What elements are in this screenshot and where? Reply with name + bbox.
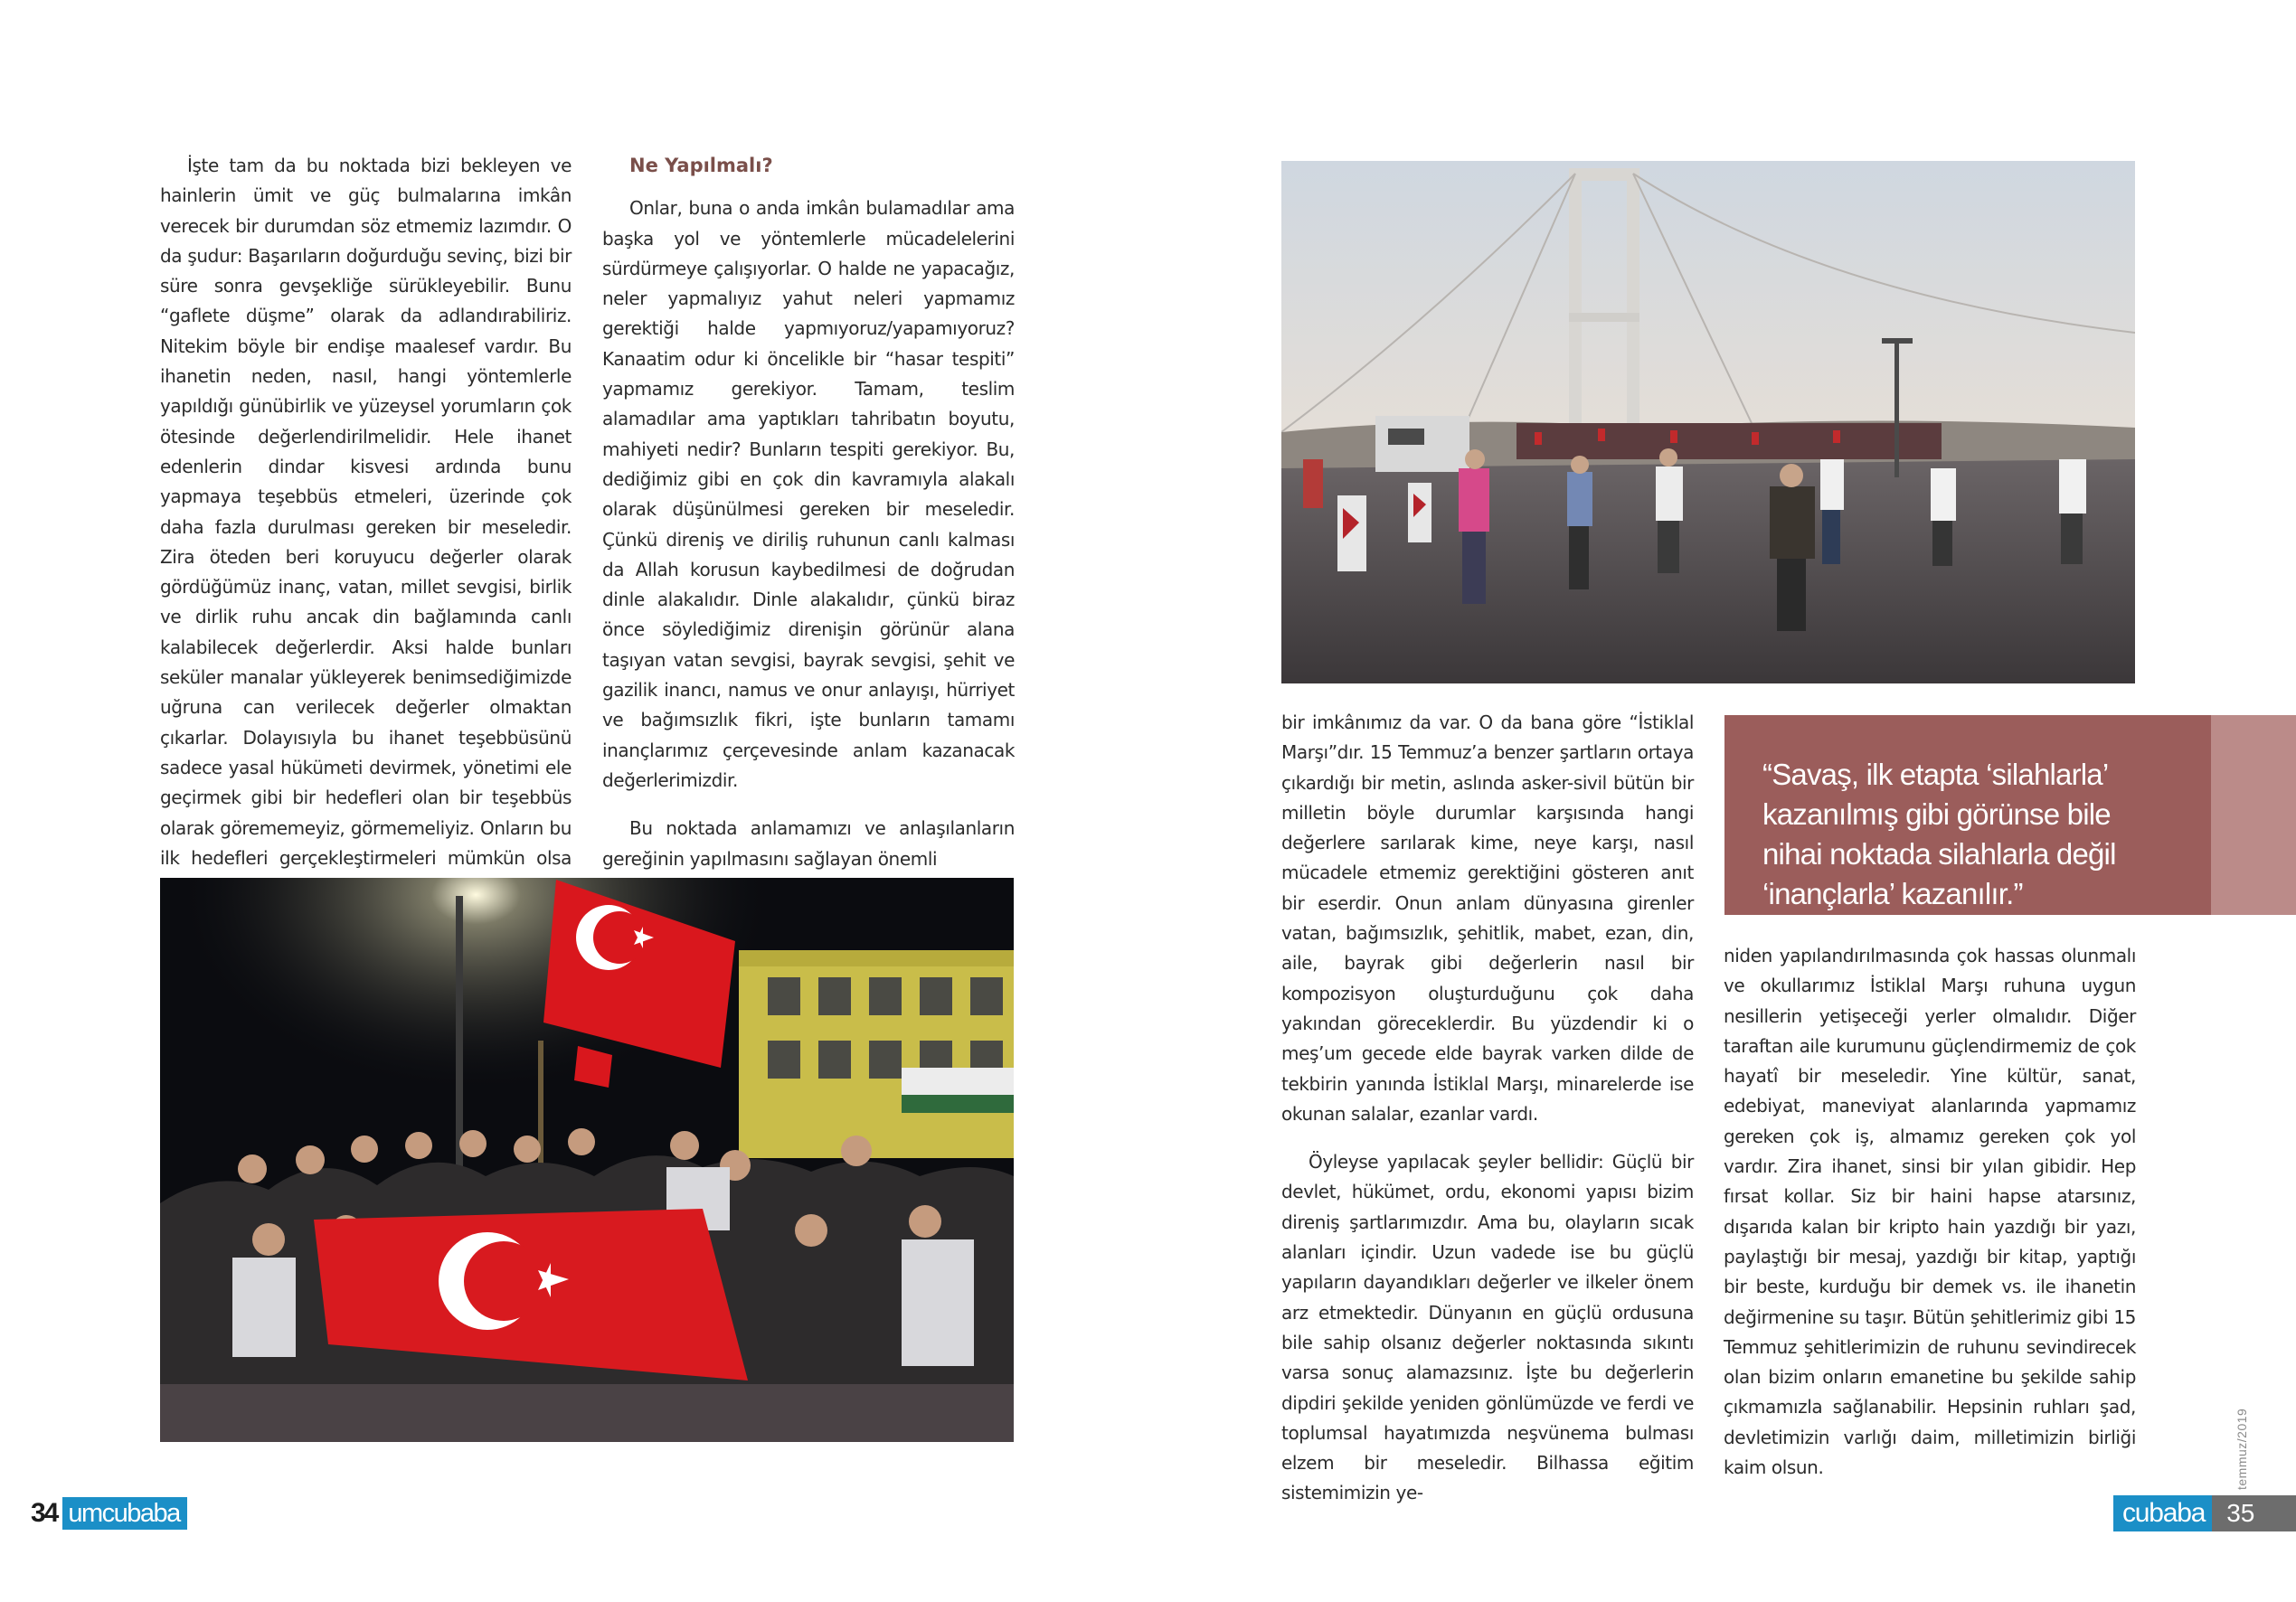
right-page-number: 35 xyxy=(2212,1495,2296,1531)
left-col1-paragraph-1: İşte tam da bu noktada bizi bekleyen ve hainlerin ümit ve güç bulmalarına imkân verecek bir durumdan söz etmemiz lazımdır. O da şudur: Başarıların doğurduğu sevinç, bizi bir süre sonra gevşekliğe sürükleyebilir. Bunu “gaflete düşme” olarak da adlandırabiliriz. Nitekim böyle bir endişe maalesef vardır. Bu ihanetin neden, nasıl, hangi yöntemlerle yapıldığı günübirlik ve yüzeysel yorumların çok ötesinde değerlendirilmelidir. Hele ihanet edenlerin dindar kisvesi ardında bunu yapmaya teşebbüs etmeleri, üzerinde çok daha fazla durulması gereken bir meseledir. Zira öteden beri koruyucu değerler olarak gördüğümüz inanç, vatan, millet sevgisi, birlik ve dirlik ruhu ancak din bağlamında canlı kalabilecek değerlerdir. Aksi halde bunları seküler manalar yükleyerek benimsediğimizde uğruna can verilecek değerler olmaktan çıkarlar. Dolayısıyla bu ihanet teşebbüsünü sadece yasal hükümeti devirmek, yönetimi ele geçirmek gibi bir hedefleri olan bir teşebbüs olarak görememeyiz, görmemeliyiz. Onların bu ilk hedefleri gerçekleştirmeleri mümkün olsa xyxy=(160,155,572,869)
section-heading: Ne Yapılmalı? xyxy=(629,155,773,176)
bridge-crowd-photo xyxy=(1281,161,2135,683)
issue-date: temmuz/2019 xyxy=(2235,1408,2249,1490)
pull-quote xyxy=(1724,715,2211,915)
right-page-footer xyxy=(2113,1495,2296,1531)
right-col1-paragraph-2: Öyleyse yapılacak şeyler bellidir: Güçlü bir devlet, hükümet, ordu, ekonomi yapısı bizim direniş şartlarımızdır. Ama bu, olayların sıcak alanları içindir. Uzun vadede ise bu güçlü yapıların dayandıkları değerler ve ilkeler önem arz etmektedir. Dünyanın en güçlü ordusuna bile sahip olsanız değerler noktasında sıkıntı varsa sonuç alamazsınız. İşte bu değerlerin dipdiri şekilde yeniden gönlümüzde ve ferdi ve toplumsal hayatımızda neşvünema bulması elzem bir meseledir. Bilhassa eğitim sistemimizin ye- xyxy=(1281,1151,1694,1504)
left-page-number: 34 xyxy=(27,1497,62,1530)
right-footer-brand: cubaba xyxy=(2113,1495,2212,1531)
right-col1-paragraph-1: bir imkânımız da var. O da bana göre “İstiklal Marşı”dır. 15 Temmuz’a benzer şartların ortaya çıkardığı bir metin, aslında asker-sivil bütün bir milletin böyle durumlar karşısında hangi değerlere sarılarak kime, neye karşı, nasıl mücadele etmemiz gerektiğini gösteren anıt bir eserdir. Onun anlam dünyasına girenler vatan, bağımsızlık, şehitlik, mabet, ezan, din, aile, bayrak gibi değerlerin nasıl bir kompozisyon oluşturduğunu çok daha yakından göreceklerdir. Bu yüzdendir ki o meş’um gecede elde bayrak varken dilde de tekbirin yanında İstiklal Marşı, minarelerde ise okunan salalar, ezanlar vardı. xyxy=(1281,711,1694,1125)
right-column-2 xyxy=(1724,941,2136,1483)
right-column-1 xyxy=(1281,708,1694,1509)
left-col2-paragraph-2: Bu noktada anlamamızı ve anlaşılanların gereğinin yapılmasını sağlayan önemli xyxy=(602,817,1015,870)
right-col2-paragraph-1: niden yapılandırılmasında çok hassas olunmalı ve okullarımız İstiklal Marşı ruhuna uygun nesillerin yetişeceği yerler olmalıdır. Diğer taraftan aile kurumunu güçlendirmemiz de çok hayatî bir meseledir. Yine kültür, sanat, edebiyat, maneviyat alanlarında yapmamız gereken çok iş, almamız gereken çok yol vardır. Zira ihanet, sinsi bir yılan gibidir. Hep fırsat kollar. Siz bir haini hapse atarsınız, dışarıda kalan bir kripto hain yazdığı bir yazı, paylaştığı bir mesaj, yazdığı bir kitap, yaptığı bir beste, kurduğu bir demek vs. ile ihanetin değirmenine su taşır. Bütün şehitlerimiz gibi 15 Temmuz şehitlerimizin de ruhunu sevindirecek olan bizim onların emanetine bu şekilde sahip çıkmamızla sağlanabilir. Hepsinin ruhları şad, devletimizin varlığı daim, milletimizin birliği kaim olsun. xyxy=(1724,945,2136,1479)
crowd-with-flags-photo xyxy=(160,878,1014,1442)
pull-quote-accent-strip xyxy=(2211,715,2296,915)
left-col2-paragraph-1: Onlar, buna o anda imkân bulamadılar ama başka yol ve yöntemlerle mücadelelerini sürdürmeye çalışıyorlar. O halde ne yapacağız, neler yapmalıyız yahut neleri yapmamız gerektiği halde yapmıyoruz/yapamıyoruz? Kanaatim odur ki öncelikle bir “hasar tespiti” yapmamız gerekiyor. Tamam, teslim alamadılar ama yaptıkları tahribatın boyutu, mahiyeti nedir? Bunların tespiti gerekiyor. Bu, dediğimiz gibi en çok din kavramıyla alakalı olarak düşünülmesi gereken bir meseledir. Çünkü direniş ve diriliş ruhunun canlı kalması da Allah korusun kaybedilmesi de doğrudan dinle alakalıdır. Dinle alakalıdır, çünkü biraz önce söylediğimiz direnişin görünür alana taşıyan vatan sevgisi, bayrak sevgisi, şehit ve gazilik inancı, namus ve onur anlayışı, hürriyet ve bağımsızlık fikri, işte bunların tamamı inançlarımız çerçevesinde anlam kazanacak değerlerimizdir. xyxy=(602,197,1015,791)
left-footer-brand: umcubaba xyxy=(62,1497,186,1530)
left-column-2 xyxy=(602,151,1015,874)
pull-quote-text: “Savaş, ilk etapta ‘silahlarla’ kazanılmış gibi görünse bile nihai noktada silahlarla değil ‘inançlarla’ kazanılır.” xyxy=(1762,758,2116,910)
left-column-1 xyxy=(160,151,572,934)
left-page-footer xyxy=(27,1497,187,1530)
